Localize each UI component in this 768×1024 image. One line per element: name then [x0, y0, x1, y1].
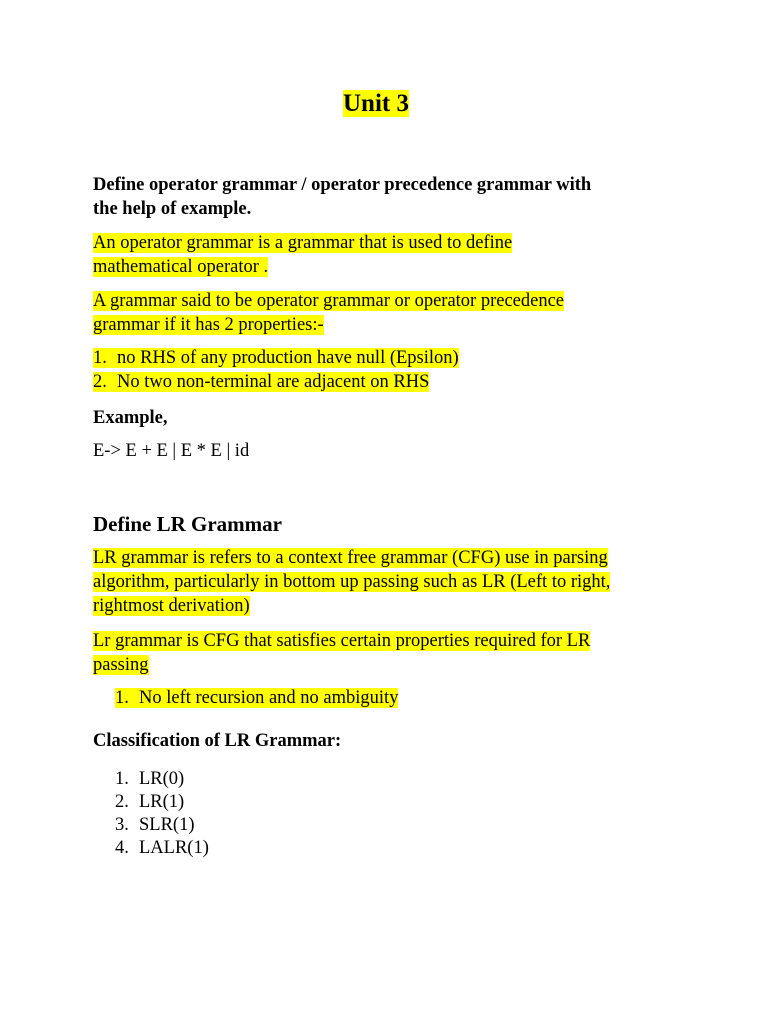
property-list-item — [93, 347, 459, 370]
lr-grammar-definition-line-3: rightmost derivation) — [93, 596, 250, 616]
lr-grammar-properties-line-1: Lr grammar is CFG that satisfies certain properties required for LR — [93, 631, 591, 651]
question-heading-line-2: the help of example. — [93, 199, 252, 219]
question-heading-line-1: Define operator grammar / operator precedence grammar with — [93, 175, 592, 195]
classification-number: 4. — [115, 838, 129, 858]
classification-number: 1. — [115, 769, 129, 789]
classification-list-item — [115, 814, 195, 837]
classification-number: 3. — [115, 815, 129, 835]
classification-list-item — [115, 768, 184, 791]
lr-property-number: 1. — [115, 688, 129, 708]
example-label: Example, — [93, 408, 168, 428]
classification-number: 2. — [115, 792, 129, 812]
operator-grammar-definition — [93, 231, 683, 279]
operator-precedence-paragraph — [93, 289, 683, 337]
operator-precedence-line-1: A grammar said to be operator grammar or operator precedence — [93, 291, 565, 311]
lr-grammar-heading: Define LR Grammar — [93, 512, 282, 536]
property-number: 2. — [93, 372, 107, 392]
page-title — [76, 88, 676, 120]
classification-text: LR(1) — [139, 792, 185, 812]
operator-grammar-definition-line-1: An operator grammar is a grammar that is used to define — [93, 233, 513, 253]
example-production: E-> E + E | E * E | id — [93, 441, 250, 461]
property-number: 1. — [93, 348, 107, 368]
classification-list-item — [115, 837, 209, 860]
lr-grammar-definition-line-1: LR grammar is refers to a context free grammar (CFG) use in parsing — [93, 548, 608, 568]
lr-grammar-properties-paragraph — [93, 629, 683, 677]
property-list-item — [93, 371, 429, 394]
classification-text: LALR(1) — [139, 838, 209, 858]
lr-property-list-item — [115, 687, 398, 710]
classification-list-item — [115, 791, 184, 814]
lr-property-text: No left recursion and no ambiguity — [139, 688, 399, 708]
question-heading — [93, 173, 683, 221]
operator-precedence-line-2: grammar if it has 2 properties:- — [93, 315, 324, 335]
property-text: No two non-terminal are adjacent on RHS — [117, 372, 430, 392]
classification-label: Classification of LR Grammar: — [93, 731, 342, 751]
page-title-text: Unit 3 — [343, 90, 409, 117]
lr-grammar-properties-line-2: passing — [93, 655, 149, 675]
operator-grammar-definition-line-2: mathematical operator . — [93, 257, 269, 277]
lr-grammar-definition — [93, 546, 693, 618]
classification-text: LR(0) — [139, 769, 185, 789]
lr-grammar-definition-line-2: algorithm, particularly in bottom up passing such as LR (Left to right, — [93, 572, 611, 592]
classification-text: SLR(1) — [139, 815, 195, 835]
property-text: no RHS of any production have null (Epsilon) — [117, 348, 459, 368]
